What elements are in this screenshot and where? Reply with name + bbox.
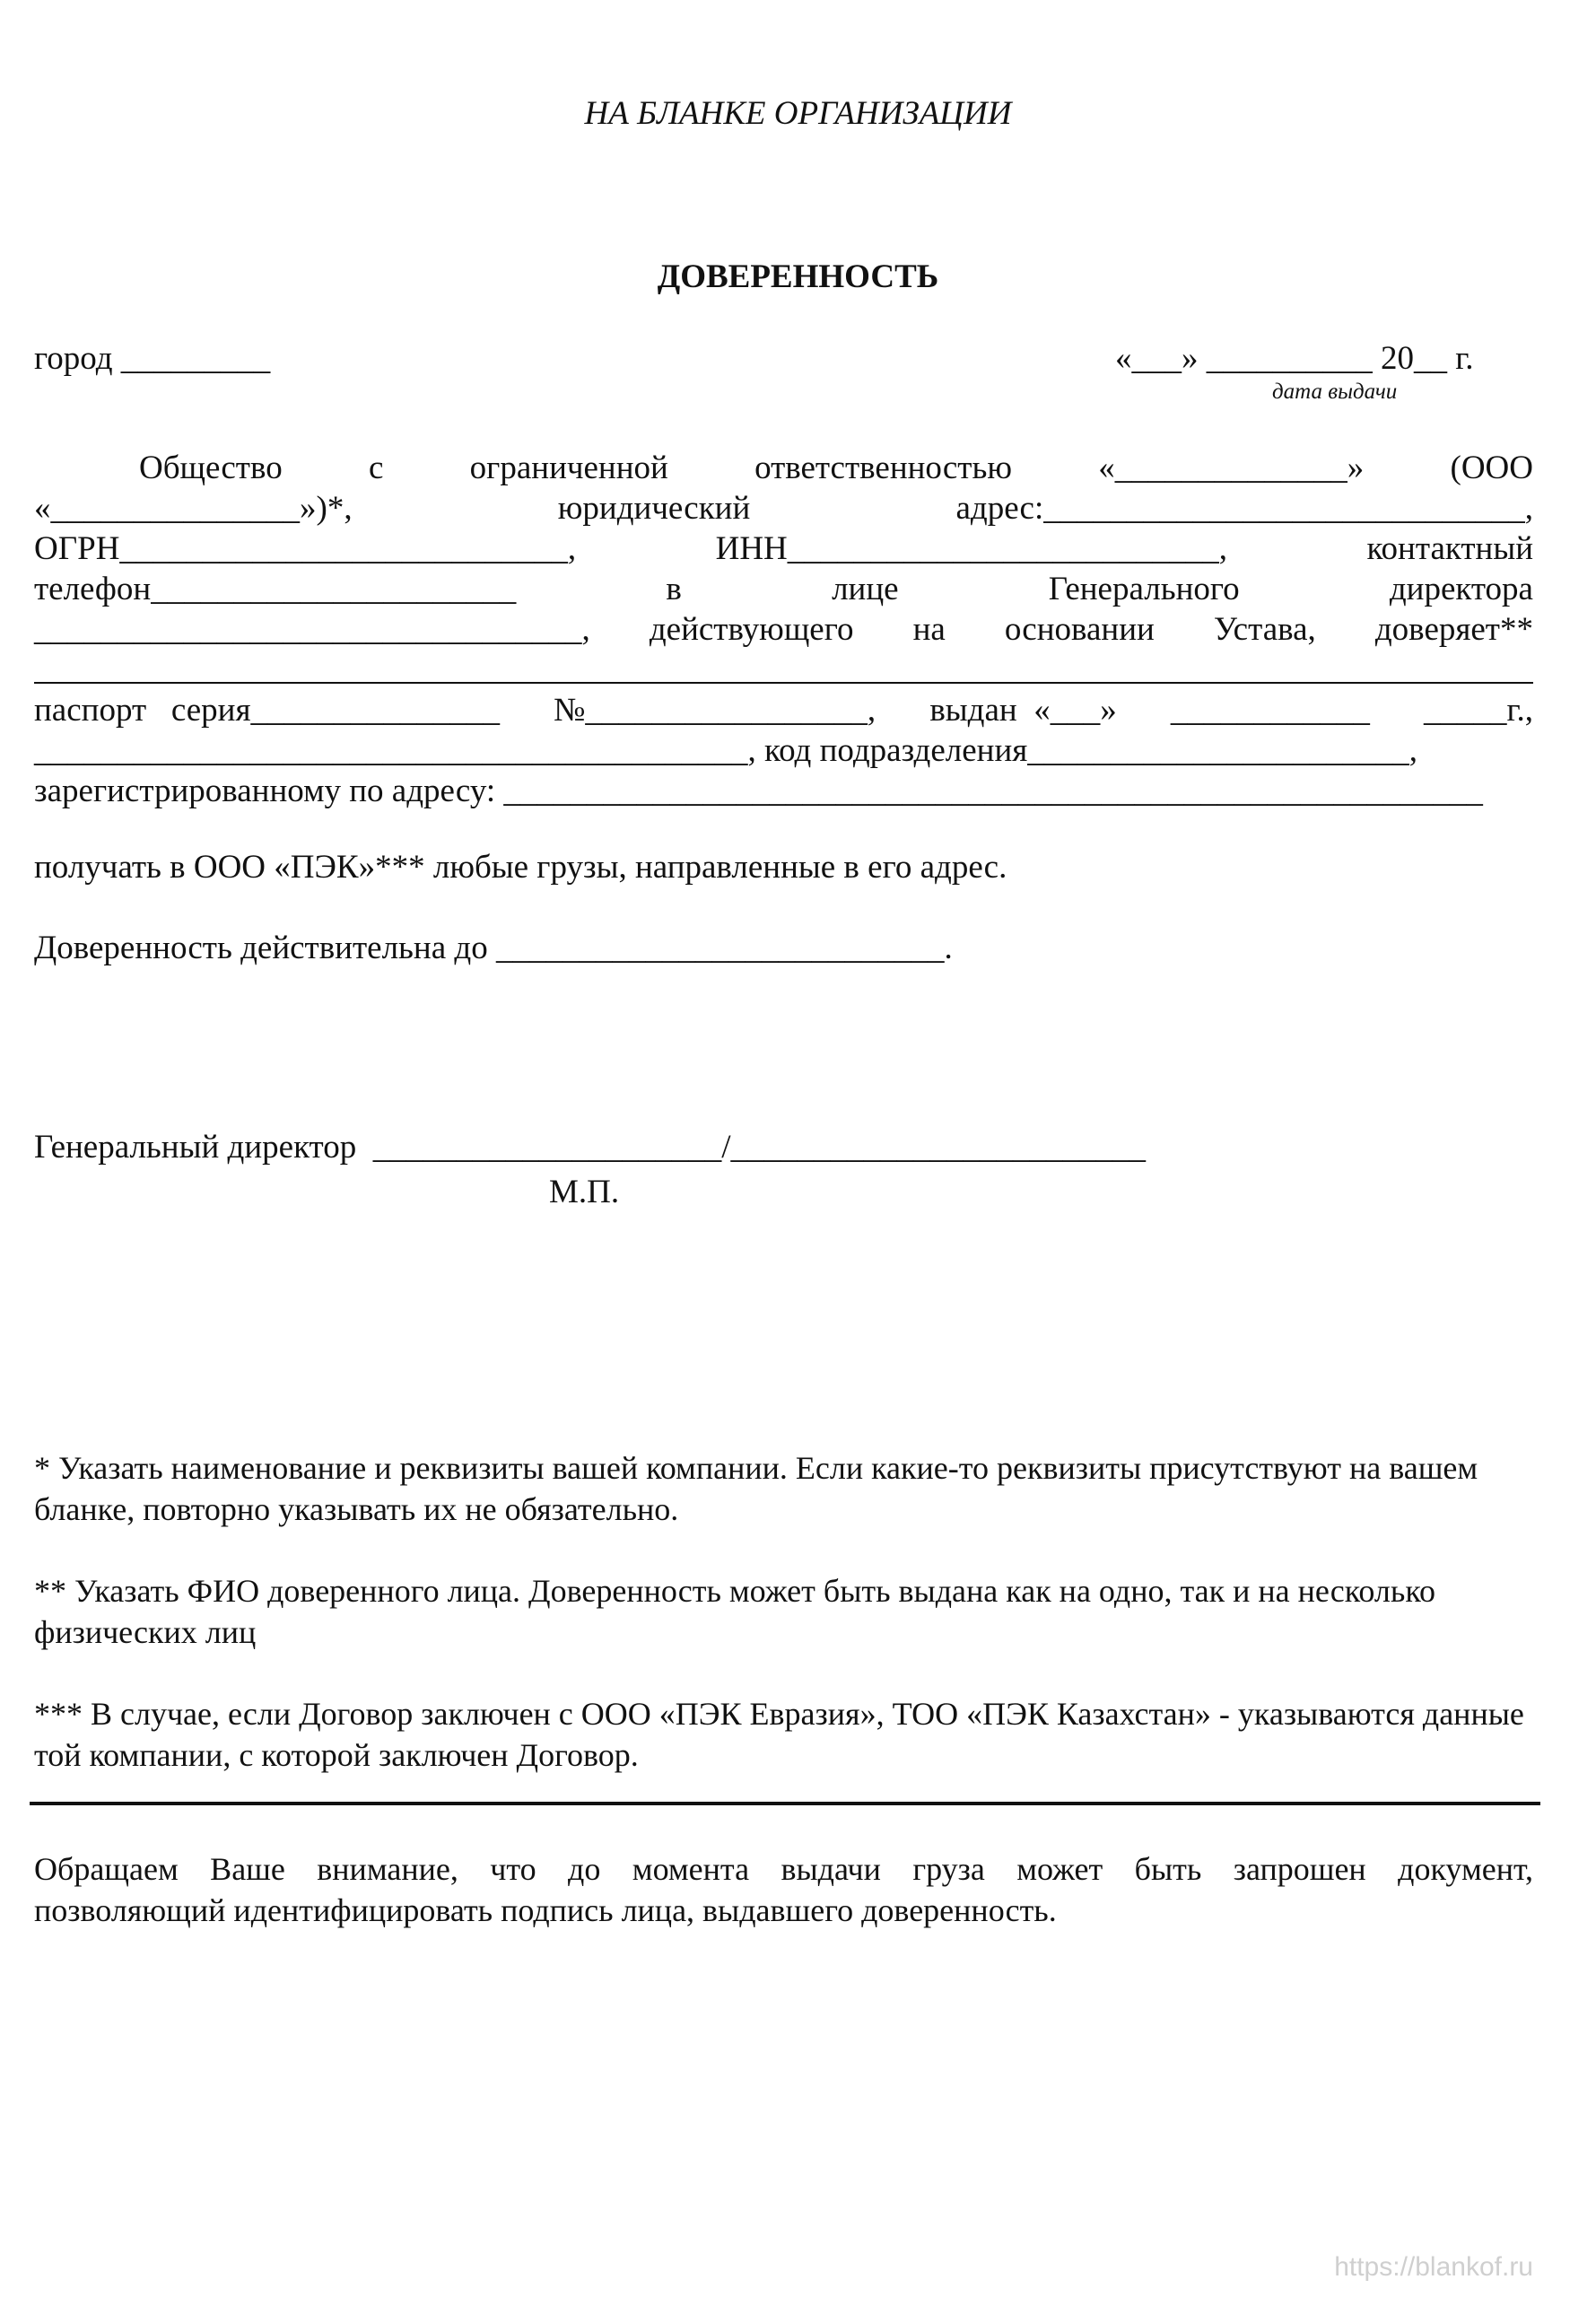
body-row-5: _________________________________, действующего на основании Устава, доверяет** [34, 611, 1533, 648]
notice-line-1: Обращаем Ваше внимание, что до момента выдачи груза может быть запрошен документ, [34, 1851, 1533, 1887]
body-row-2: «_______________»)*, юридический адрес:_____________________________, [34, 490, 1533, 527]
document-title: ДОВЕРЕННОСТЬ [657, 258, 939, 295]
watermark: https://blankof.ru [1334, 2252, 1533, 2282]
footnote-1: * Указать наименование и реквизиты вашей компании. Если какие-то реквизиты присутствуют на вашем бланке, повторно указывать их не обязательно. [34, 1450, 1478, 1527]
footnote-3: *** В случае, если Договор заключен с ООО «ПЭК Евразия», ТОО «ПЭК Казахстан» - указываются данные той компании, с которой заключен Договор. [34, 1696, 1524, 1773]
footnote-2: ** Указать ФИО доверенного лица. Доверенность может быть выдана как на одно, так и на несколько физических лиц [34, 1573, 1435, 1650]
trustee-name-line [34, 682, 1533, 684]
signature-line: Генеральный директор _____________________/_________________________ [34, 1129, 1147, 1166]
section-divider [30, 1802, 1540, 1805]
body-row-4: телефон______________________ в лице Генерального директора [34, 571, 1533, 607]
date-caption: дата выдачи [1272, 380, 1398, 404]
passport-row: паспорт серия_______________ №_________________, выдан «___» ____________ _____г., [34, 692, 1533, 729]
notice-line-2: позволяющий идентифицировать подпись лица, выдавшего доверенность. [34, 1892, 1057, 1928]
city-field: город _________ [34, 340, 271, 377]
seal-placeholder: М.П. [549, 1174, 620, 1210]
purpose-line: получать в ООО «ПЭК»*** любые грузы, направленные в его адрес. [34, 849, 1007, 886]
division-code-row: ___________________________________________, код подразделения_______________________, [34, 732, 1418, 769]
date-field: «___» __________ 20__ г. [1115, 340, 1474, 377]
registration-address-row: зарегистрированному по адресу: ___________________________________________________________ [34, 773, 1483, 809]
body-row-1: Общество с ограниченной ответственностью «______________» (ООО [139, 450, 1533, 486]
validity-line: Доверенность действительна до ___________________________. [34, 930, 953, 966]
letterhead-note: НА БЛАНКЕ ОРГАНИЗАЦИИ [584, 95, 1012, 132]
body-row-3: ОГРН___________________________, ИНН__________________________, контактный [34, 530, 1533, 567]
